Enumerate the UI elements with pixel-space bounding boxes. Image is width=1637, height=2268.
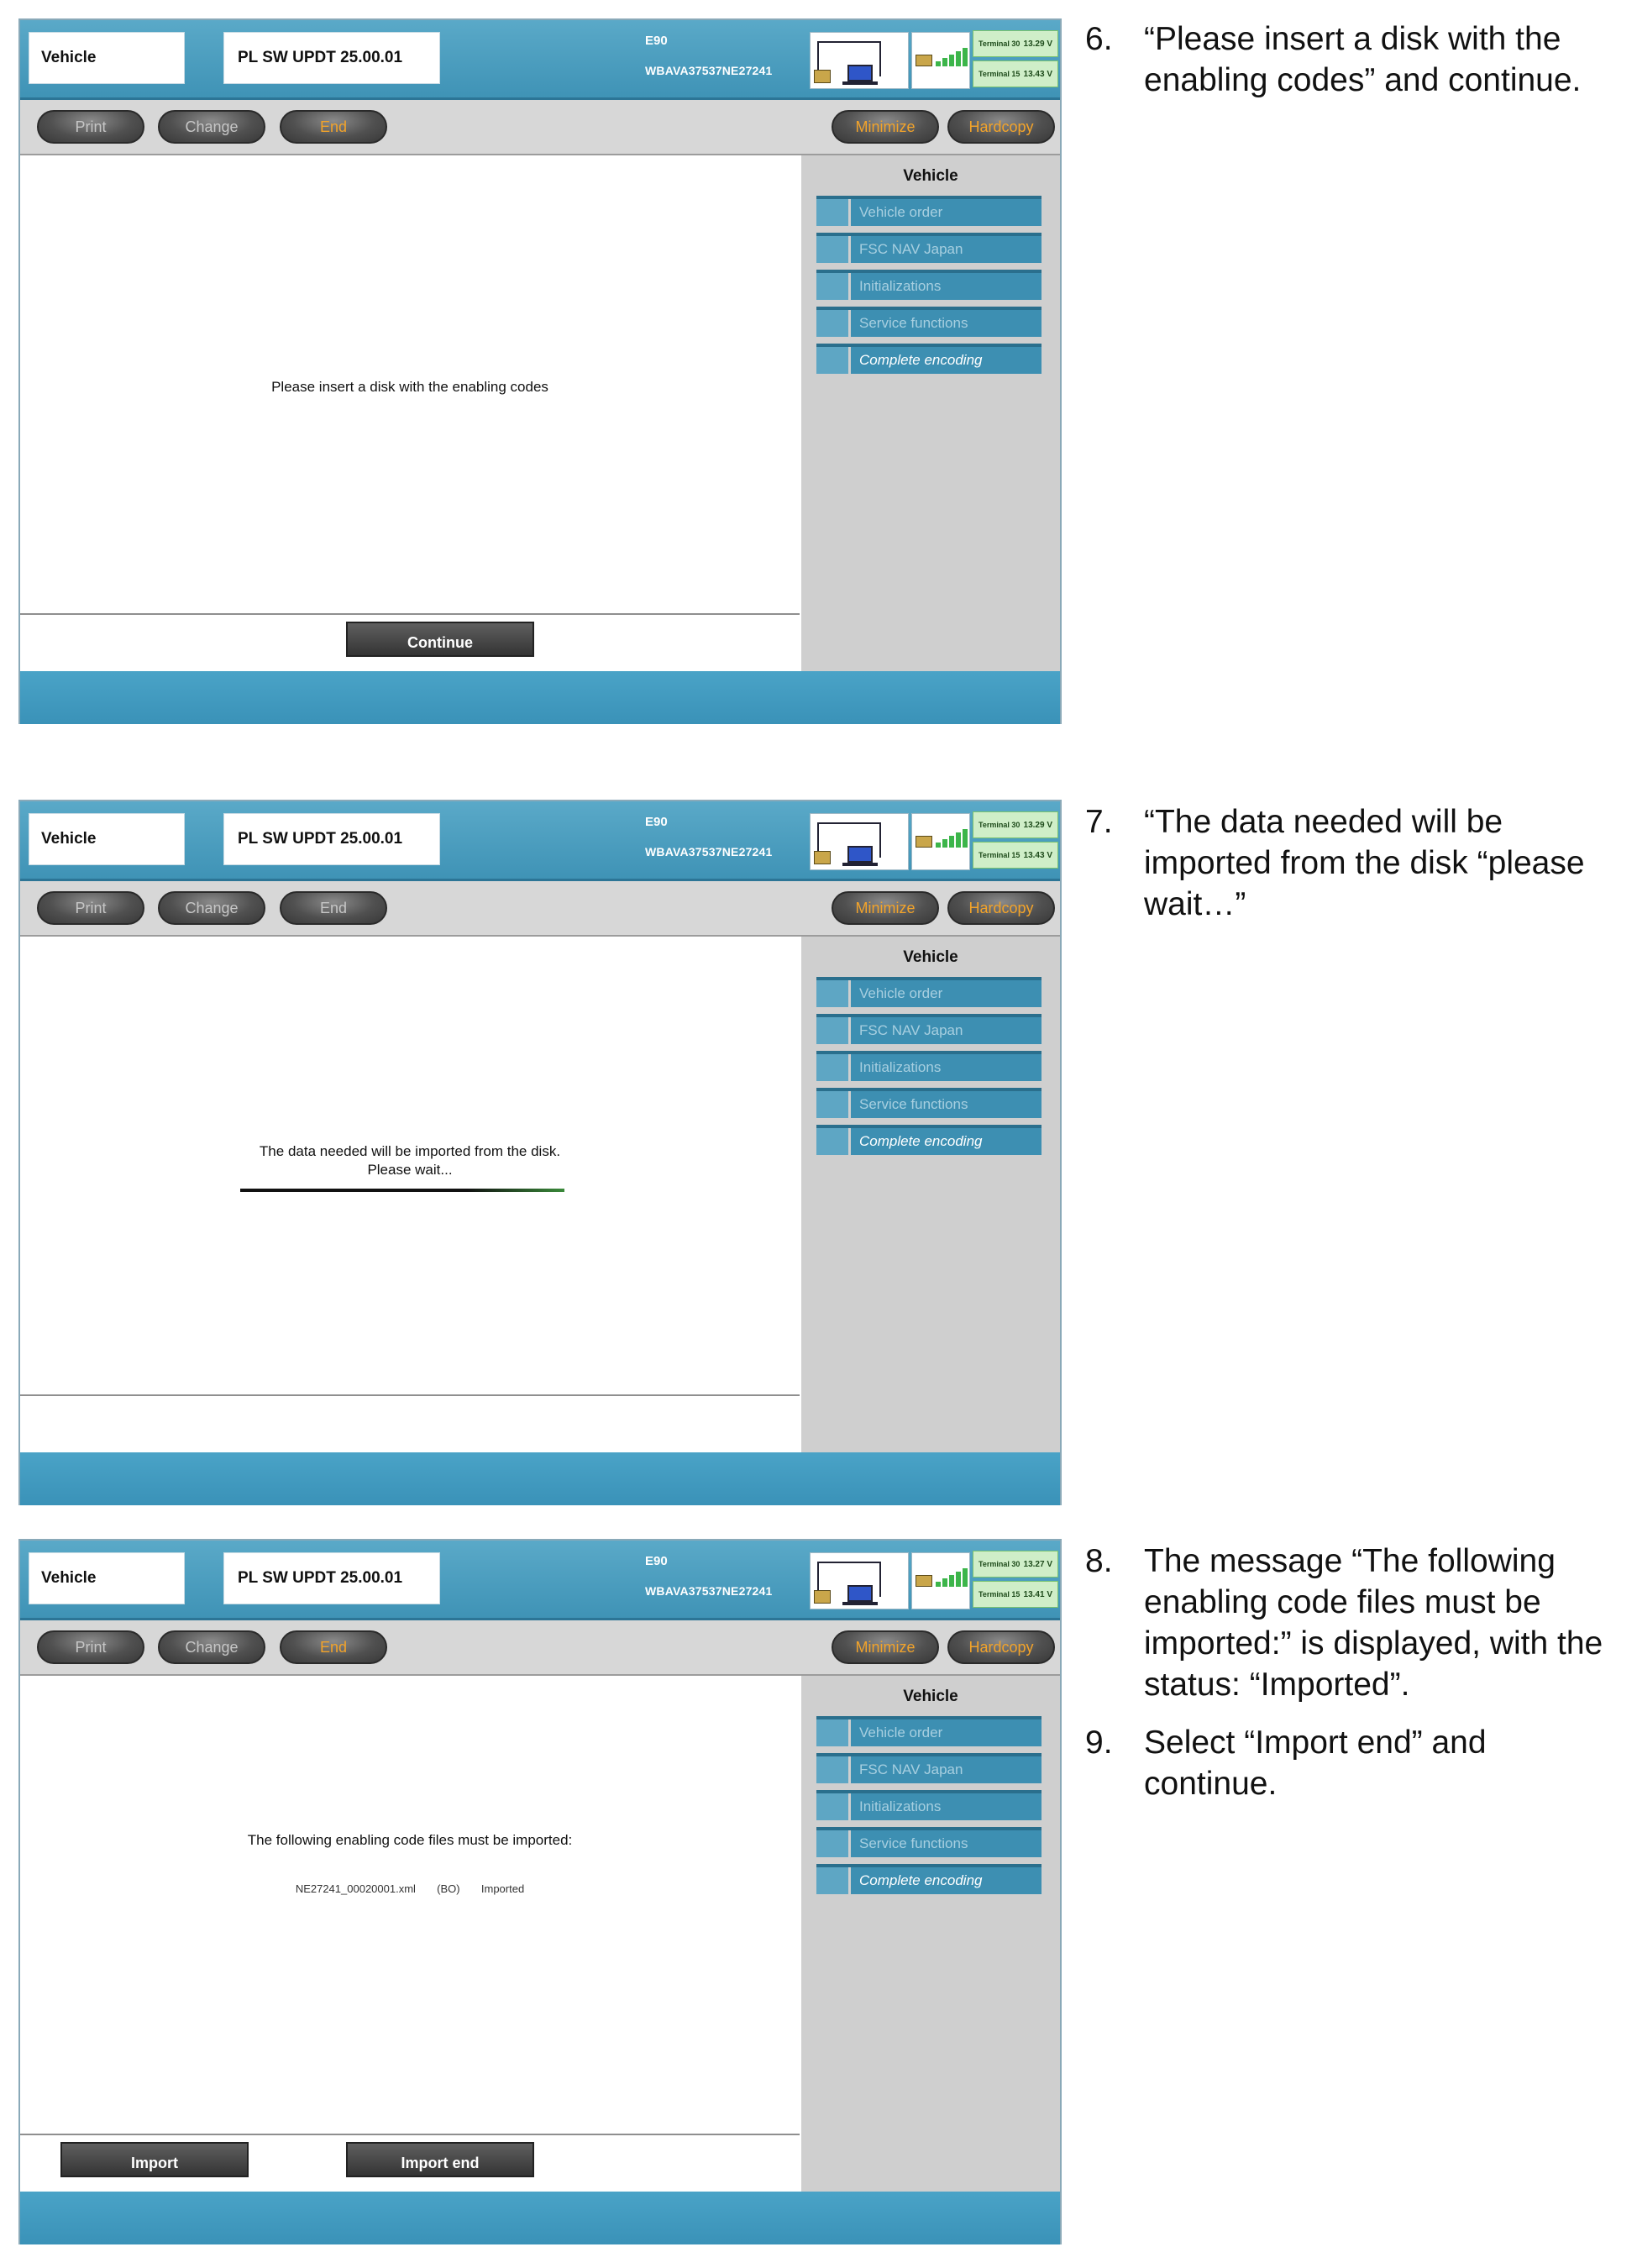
vehicle-field: Vehicle bbox=[29, 813, 185, 865]
import-end-button[interactable]: Import end bbox=[346, 2142, 534, 2177]
sidebar bbox=[801, 1676, 1060, 2192]
sidebar-item-initializations[interactable]: Initializations bbox=[816, 1051, 1041, 1081]
toolbar bbox=[20, 881, 1060, 937]
sidebar-item-service-functions[interactable]: Service functions bbox=[816, 1088, 1041, 1118]
terminal-30-readout: Terminal 30 13.27 V bbox=[973, 1551, 1058, 1578]
sidebar-item-initializations[interactable]: Initializations bbox=[816, 1790, 1041, 1820]
header-bar bbox=[20, 801, 1060, 881]
vehicle-field: Vehicle bbox=[29, 1552, 185, 1604]
terminal-voltages bbox=[973, 1551, 1058, 1611]
end-button[interactable]: End bbox=[280, 110, 387, 144]
file-name: NE27241_00020001.xml bbox=[295, 1882, 416, 1895]
terminal-15-readout: Terminal 15 13.43 V bbox=[973, 60, 1058, 87]
action-bar bbox=[20, 1394, 800, 1454]
step-text: Select “Import end” and continue. bbox=[1144, 1725, 1487, 1802]
main-content bbox=[20, 155, 800, 613]
file-code: (BO) bbox=[437, 1882, 460, 1895]
sidebar-item-complete-encoding[interactable]: Complete encoding bbox=[816, 1864, 1041, 1894]
sidebar bbox=[801, 155, 1060, 671]
file-status: Imported bbox=[480, 1882, 525, 1895]
file-entry bbox=[20, 1882, 800, 1895]
toolbar bbox=[20, 1620, 1060, 1676]
screenshot-files-imported bbox=[18, 1539, 1062, 2244]
screenshot-importing-data bbox=[18, 800, 1062, 1505]
progress-bar bbox=[240, 1189, 564, 1192]
vin-label: WBAVA37537NE27241 bbox=[645, 845, 773, 858]
status-message: Please insert a disk with the enabling codes bbox=[271, 379, 548, 395]
terminal-voltages bbox=[973, 811, 1058, 872]
status-message-line2: Please wait... bbox=[367, 1162, 453, 1178]
signal-strength-icon bbox=[911, 32, 970, 89]
import-button[interactable]: Import bbox=[60, 2142, 249, 2177]
sidebar-item-fsc-nav-japan[interactable]: FSC NAV Japan bbox=[816, 233, 1041, 263]
print-button[interactable]: Print bbox=[37, 1630, 144, 1664]
print-button[interactable]: Print bbox=[37, 110, 144, 144]
step-text: The message “The following enabling code files must be imported:” is displayed, with the status: “Imported”. bbox=[1144, 1543, 1603, 1703]
footer-bar bbox=[20, 1452, 1060, 1505]
step-text: “Please insert a disk with the enabling codes” and continue. bbox=[1144, 21, 1582, 98]
print-button[interactable]: Print bbox=[37, 891, 144, 925]
step-number: 7. bbox=[1085, 804, 1113, 840]
minimize-button[interactable]: Minimize bbox=[832, 110, 939, 144]
step-text: “The data needed will be imported from the disk “please wait…” bbox=[1144, 804, 1585, 922]
vehicle-field: Vehicle bbox=[29, 32, 185, 84]
toolbar bbox=[20, 100, 1060, 155]
model-label: E90 bbox=[645, 1554, 668, 1568]
vin-label: WBAVA37537NE27241 bbox=[645, 64, 773, 77]
main-content bbox=[20, 937, 800, 1394]
footer-bar bbox=[20, 2192, 1060, 2244]
program-version-field: PL SW UPDT 25.00.01 bbox=[223, 1552, 440, 1604]
connection-diagram-icon bbox=[810, 1552, 909, 1609]
signal-strength-icon bbox=[911, 813, 970, 870]
step-number: 9. bbox=[1085, 1725, 1113, 1761]
sidebar-title: Vehicle bbox=[903, 948, 958, 966]
change-button[interactable]: Change bbox=[158, 110, 265, 144]
continue-button[interactable]: Continue bbox=[346, 622, 534, 657]
status-message: The following enabling code files must be imported: bbox=[247, 1832, 573, 1848]
model-label: E90 bbox=[645, 815, 668, 829]
vin-label: WBAVA37537NE27241 bbox=[645, 1584, 773, 1598]
signal-strength-icon bbox=[911, 1552, 970, 1609]
sidebar-item-complete-encoding[interactable]: Complete encoding bbox=[816, 1125, 1041, 1155]
connection-diagram-icon bbox=[810, 32, 909, 89]
connection-diagram-icon bbox=[810, 813, 909, 870]
action-bar bbox=[20, 2134, 800, 2193]
program-version-field: PL SW UPDT 25.00.01 bbox=[223, 813, 440, 865]
sidebar-title: Vehicle bbox=[903, 167, 958, 185]
change-button[interactable]: Change bbox=[158, 1630, 265, 1664]
sidebar-item-initializations[interactable]: Initializations bbox=[816, 270, 1041, 300]
hardcopy-button[interactable]: Hardcopy bbox=[947, 1630, 1055, 1664]
sidebar-title: Vehicle bbox=[903, 1688, 958, 1705]
terminal-voltages bbox=[973, 30, 1058, 91]
sidebar-item-fsc-nav-japan[interactable]: FSC NAV Japan bbox=[816, 1753, 1041, 1783]
action-bar bbox=[20, 613, 800, 673]
sidebar-item-service-functions[interactable]: Service functions bbox=[816, 1827, 1041, 1857]
hardcopy-button[interactable]: Hardcopy bbox=[947, 891, 1055, 925]
sidebar-item-complete-encoding[interactable]: Complete encoding bbox=[816, 344, 1041, 374]
header-bar bbox=[20, 20, 1060, 100]
change-button[interactable]: Change bbox=[158, 891, 265, 925]
minimize-button[interactable]: Minimize bbox=[832, 891, 939, 925]
minimize-button[interactable]: Minimize bbox=[832, 1630, 939, 1664]
hardcopy-button[interactable]: Hardcopy bbox=[947, 110, 1055, 144]
header-bar bbox=[20, 1541, 1060, 1620]
step-number: 6. bbox=[1085, 21, 1113, 57]
main-content bbox=[20, 1676, 800, 2134]
screenshot-insert-disk bbox=[18, 18, 1062, 724]
sidebar-item-vehicle-order[interactable]: Vehicle order bbox=[816, 1716, 1041, 1746]
sidebar-item-service-functions[interactable]: Service functions bbox=[816, 307, 1041, 337]
status-message-line1: The data needed will be imported from the disk. bbox=[259, 1143, 561, 1159]
terminal-15-readout: Terminal 15 13.43 V bbox=[973, 842, 1058, 869]
terminal-30-readout: Terminal 30 13.29 V bbox=[973, 811, 1058, 838]
sidebar-item-vehicle-order[interactable]: Vehicle order bbox=[816, 196, 1041, 226]
end-button[interactable]: End bbox=[280, 1630, 387, 1664]
terminal-30-readout: Terminal 30 13.29 V bbox=[973, 30, 1058, 57]
sidebar-item-vehicle-order[interactable]: Vehicle order bbox=[816, 977, 1041, 1007]
program-version-field: PL SW UPDT 25.00.01 bbox=[223, 32, 440, 84]
model-label: E90 bbox=[645, 34, 668, 48]
sidebar bbox=[801, 937, 1060, 1452]
footer-bar bbox=[20, 671, 1060, 724]
step-number: 8. bbox=[1085, 1543, 1113, 1579]
terminal-15-readout: Terminal 15 13.41 V bbox=[973, 1581, 1058, 1608]
sidebar-item-fsc-nav-japan[interactable]: FSC NAV Japan bbox=[816, 1014, 1041, 1044]
progress-bar-fill bbox=[240, 1189, 564, 1192]
end-button[interactable]: End bbox=[280, 891, 387, 925]
